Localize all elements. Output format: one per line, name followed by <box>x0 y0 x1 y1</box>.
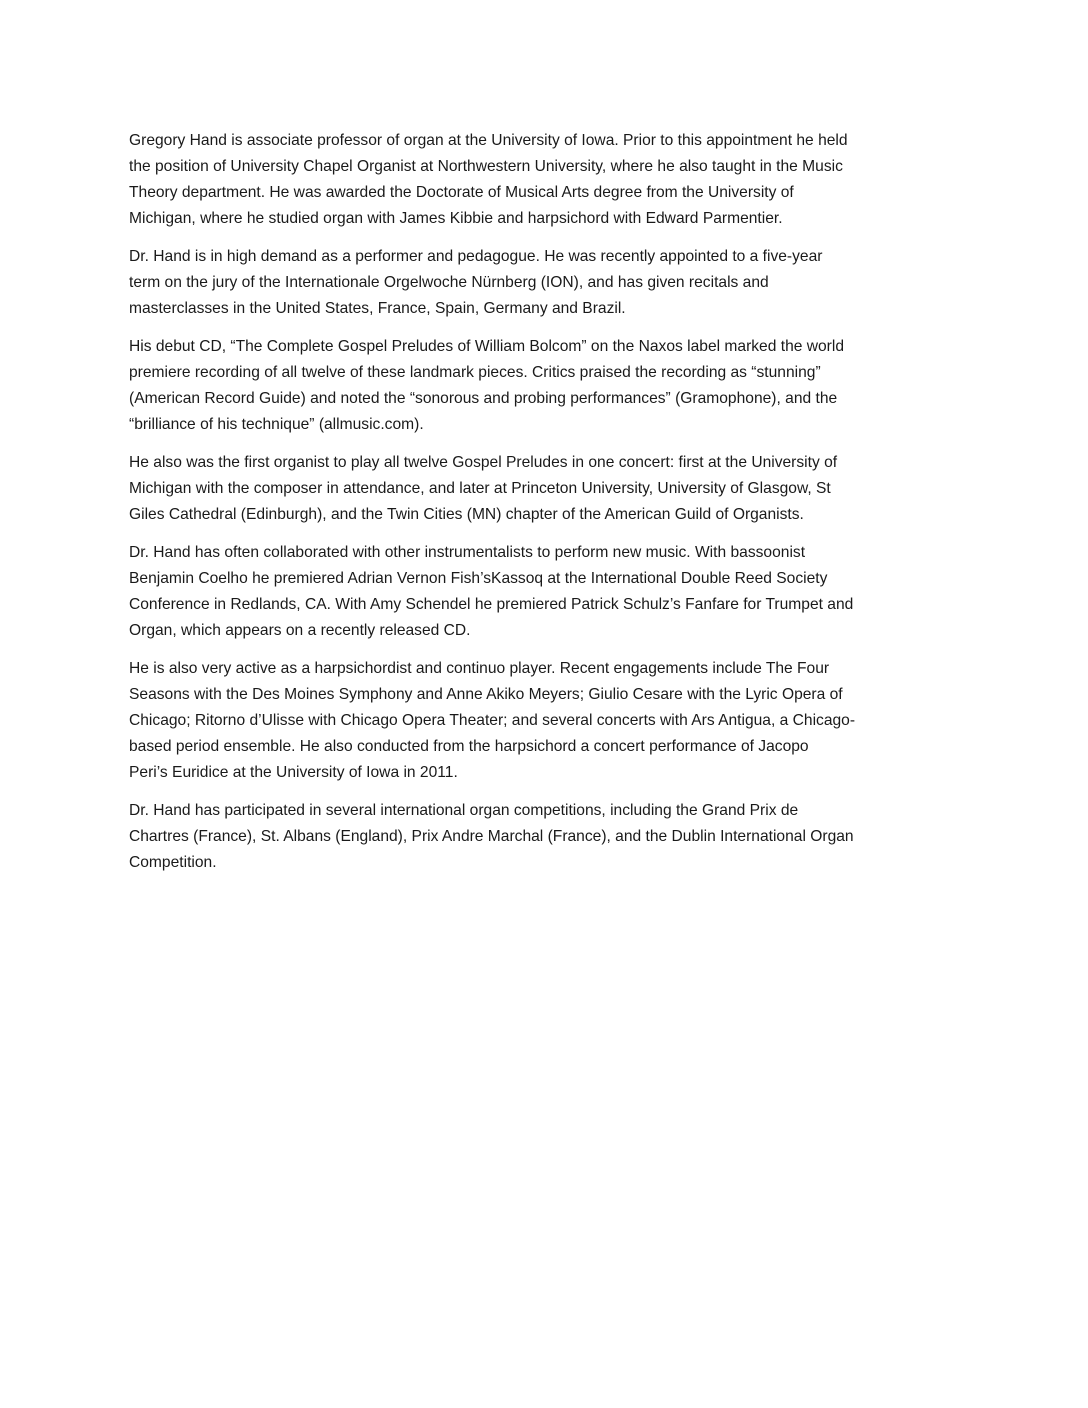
paragraph-debut-cd: His debut CD, “The Complete Gospel Preludes of William Bolcom” on the Naxos label marked the world premiere recording of all twelve of these landmark pieces. Critics praised the recording as “stunning” (American Record Guide) and noted the “sonorous and probing performances” (Gramophone), and the “brilliance of his technique” (allmusic.com). <box>129 338 845 433</box>
paragraph-harpsichord: He is also very active as a harpsichordist and continuo player. Recent engagements include The Four Seasons with the Des Moines Symphony and Anne Akiko Meyers; Giulio Cesare with the Lyric Opera of Chicago; Ritorno d’Ulisse with Chicago Opera Theater; and several concerts with Ars Antigua, a Chicago- based period ensemble. He also conducted from the harpsichord a concert performance of Jacopo Peri’s Euridice at the University of Iowa in 2011. <box>129 660 856 781</box>
paragraph-performer: Dr. Hand is in high demand as a performer and pedagogue. He was recently appointed to a five-year term on the jury of the Internationale Orgelwoche Nürnberg (ION), and has given recitals and masterclasses in the United States, France, Spain, Germany and Brazil. <box>129 248 823 317</box>
paragraph-collaborations: Dr. Hand has often collaborated with other instrumentalists to perform new music. With bassoonist Benjamin Coelho he premiered Adrian Vernon Fish’sKassoq at the International Double Reed Society Conference in Redlands, CA. With Amy Schendel he premiered Patrick Schulz’s Fanfare for Trumpet and Organ, which appears on a recently released CD. <box>129 544 854 639</box>
paragraph-gospel-preludes: He also was the first organist to play all twelve Gospel Preludes in one concert: first at the University of Michigan with the composer in attendance, and later at Princeton University, University of Glasgow, St Giles Cathedral (Edinburgh), and the Twin Cities (MN) chapter of the American Guild of Organists. <box>129 454 838 523</box>
paragraph-appointment: Gregory Hand is associate professor of organ at the University of Iowa. Prior to this appointment he held the position of University Chapel Organist at Northwestern University, where he also taught in the Music Theory department. He was awarded the Doctorate of Musical Arts degree from the University of Michigan, where he studied organ with James Kibbie and harpsichord with Edward Parmentier. <box>129 132 848 227</box>
paragraph-competitions: Dr. Hand has participated in several international organ competitions, including the Grand Prix de Chartres (France), St. Albans (England), Prix Andre Marchal (France), and the Dublin International Organ Competition. <box>129 802 854 871</box>
biography-text <box>129 128 967 888</box>
